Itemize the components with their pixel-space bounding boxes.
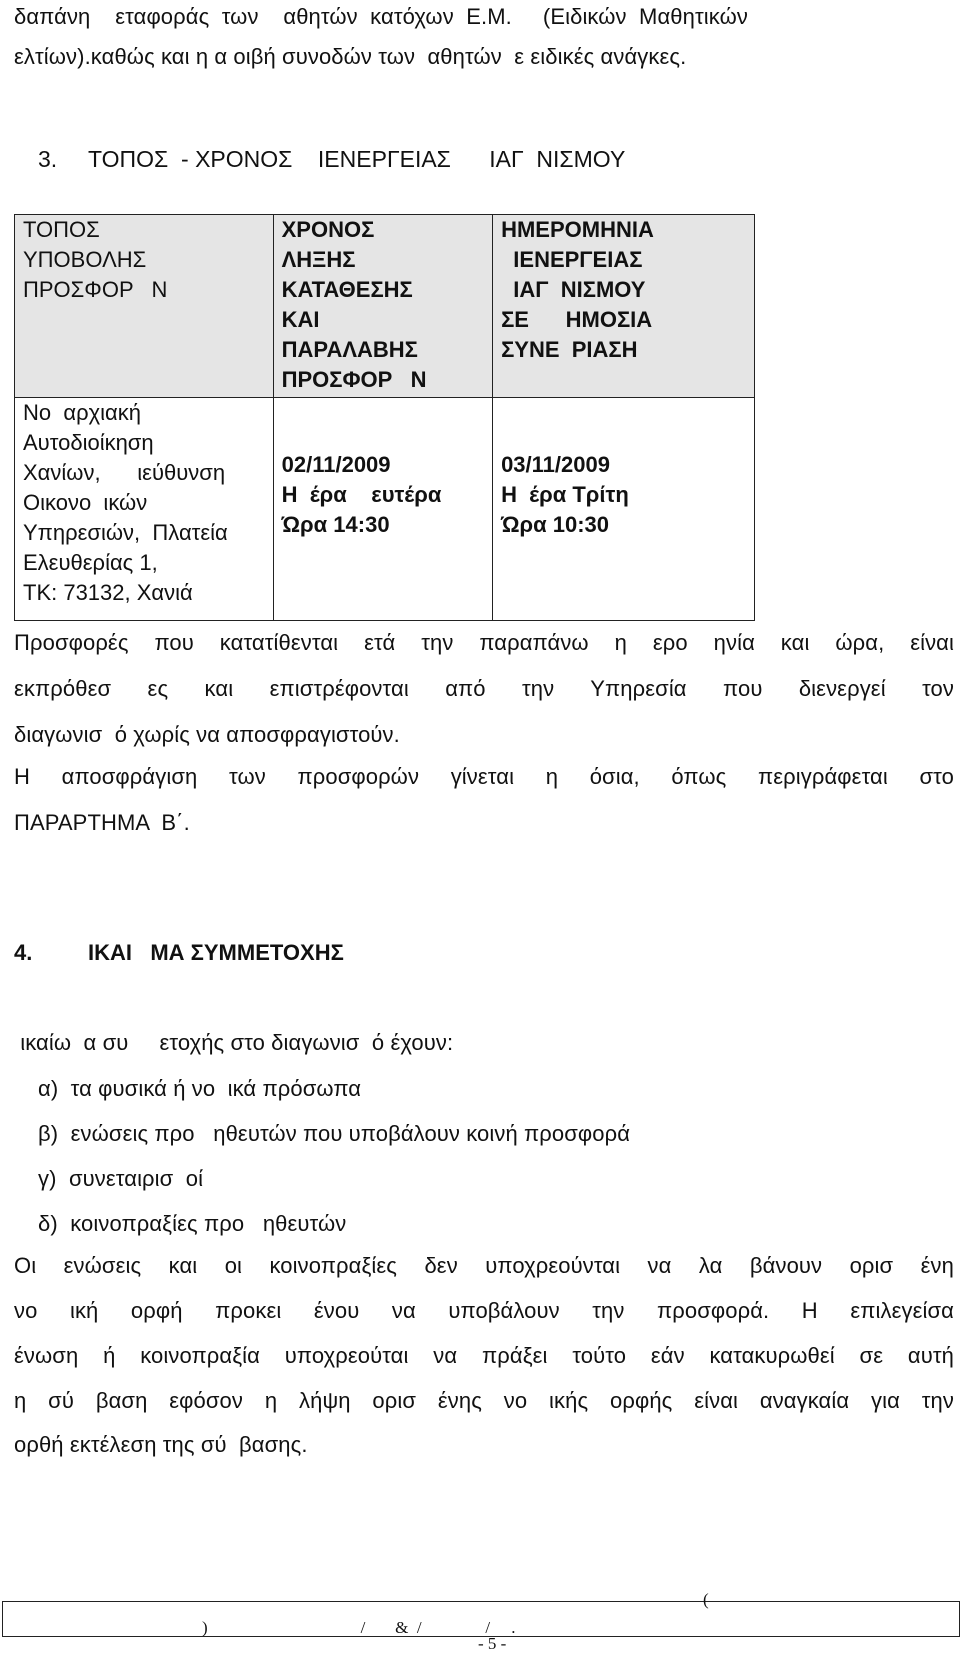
opening-date: 03/11/2009 <box>501 452 610 477</box>
section-3-number: 3. <box>38 146 58 172</box>
header-deadline-line: ΚΑΙ <box>281 307 320 332</box>
header-deadline <box>273 215 492 398</box>
section-4-number: 4. <box>14 940 33 965</box>
schedule-table <box>14 214 755 621</box>
intro-line-1: δαπάνη εταφοράς των αθητών κατόχων Ε.Μ. (Ειδικών Μαθητικών <box>14 4 748 29</box>
list-item: γ) συνεταιρισ οί <box>38 1166 204 1191</box>
paragraph-2-line-2: νο ική ορφή προκει ένου να υποβάλουν την προσφορά. Η επιλεγείσα <box>14 1298 954 1323</box>
section-3-title: ΤΟΠΟΣ - ΧΡΟΝΟΣ ΙΕΝΕΡΓΕΙΑΣ ΙΑΓ ΝΙΣΜΟΥ <box>88 146 626 172</box>
list-item: α) τα φυσικά ή νο ικά πρόσωπα <box>38 1076 362 1101</box>
section-4-title: ΙΚΑΙ ΜΑ ΣΥΜΜΕΤΟΧΗΣ <box>88 940 344 965</box>
place-line: Χανίων, ιεύθυνση <box>23 460 226 485</box>
list-item: δ) κοινοπραξίες προ ηθευτών <box>38 1211 347 1236</box>
paragraph-1-line-3: διαγωνισ ό χωρίς να αποσφραγιστούν. <box>14 722 400 747</box>
header-opening-date <box>493 215 755 398</box>
header-opening-line: ΣΥΝΕ ΡΙΑΣΗ <box>501 337 638 362</box>
intro-line-2: ελτίων).καθώς και η α οιβή συνοδών των αθητών ε ειδικές ανάγκες. <box>14 44 687 69</box>
place-line: Αυτοδιοίκηση <box>23 430 154 455</box>
header-place-line: ΥΠΟΒΟΛΗΣ <box>23 247 147 272</box>
paragraph-1-line-5: ΠΑΡΑΡΤΗΜΑ Β΄. <box>14 810 190 835</box>
opening-time: Ώρα 10:30 <box>501 512 610 537</box>
place-line: Νο αρχιακή <box>23 400 141 425</box>
table-row <box>15 398 755 621</box>
footer-text: ) / & / / . <box>202 1618 516 1637</box>
footer-paren: ( <box>703 1590 709 1609</box>
header-deadline-line: ΚΑΤΑΘΕΣΗΣ <box>281 277 413 302</box>
header-place <box>15 215 274 398</box>
participation-intro: ικαίω α συ ετοχής στο διαγωνισ ό έχουν: <box>14 1030 454 1055</box>
header-place-line: ΠΡΟΣΦΟΡ Ν <box>23 277 168 302</box>
header-place-line: ΤΟΠΟΣ <box>23 217 100 242</box>
paragraph-2-line-1: Οι ενώσεις και οι κοινοπραξίες δεν υποχρεούνται να λα βάνουν ορισ ένη <box>14 1253 954 1278</box>
place-line: Οικονο ικών <box>23 490 148 515</box>
header-deadline-line: ΠΡΟΣΦΟΡ Ν <box>281 367 427 392</box>
deadline-date: 02/11/2009 <box>281 452 391 477</box>
header-deadline-line: ΛΗΞΗΣ <box>281 247 356 272</box>
place-cell <box>15 398 274 621</box>
deadline-cell <box>273 398 492 621</box>
paragraph-2-line-4: η σύ βαση εφόσον η λήψη ορισ ένης νο ικής ορφής είναι αναγκαία για την <box>14 1388 954 1413</box>
header-opening-line: ΙΑΓ ΝΙΣΜΟΥ <box>501 277 646 302</box>
place-line: Υπηρεσιών, Πλατεία <box>23 520 228 545</box>
list-item: β) ενώσεις προ ηθευτών που υποβάλουν κοινή προσφορά <box>38 1121 631 1146</box>
header-deadline-line: ΧΡΟΝΟΣ <box>281 217 375 242</box>
deadline-day: Η έρα ευτέρα <box>281 482 442 507</box>
opening-cell <box>493 398 755 621</box>
header-opening-line: ΙΕΝΕΡΓΕΙΑΣ <box>501 247 643 272</box>
opening-day: Η έρα Τρίτη <box>501 482 629 507</box>
page-number: - 5 - <box>478 1634 507 1653</box>
header-opening-line: ΗΜΕΡΟΜΗΝΙΑ <box>501 217 654 242</box>
header-opening-line: ΣΕ ΗΜΟΣΙΑ <box>501 307 653 332</box>
paragraph-2-line-3: ένωση ή κοινοπραξία υποχρεούται να πράξει τούτο εάν κατακυρωθεί σε αυτή <box>14 1343 954 1368</box>
deadline-time: Ώρα 14:30 <box>281 512 390 537</box>
paragraph-1-line-4: Η αποσφράγιση των προσφορών γίνεται η όσια, όπως περιγράφεται στο <box>14 764 954 789</box>
paragraph-1-line-1: Προσφορές που κατατίθενται ετά την παραπάνω η ερο ηνία και ώρα, είναι <box>14 630 954 655</box>
paragraph-1-line-2: εκπρόθεσ ες και επιστρέφονται από την Υπηρεσία που διενεργεί τον <box>14 676 954 701</box>
table-header-row <box>15 215 755 398</box>
place-line: Ελευθερίας 1, <box>23 550 158 575</box>
place-line: ΤΚ: 73132, Χανιά <box>23 580 193 605</box>
paragraph-2-line-5: ορθή εκτέλεση της σύ βασης. <box>14 1432 308 1457</box>
header-deadline-line: ΠΑΡΑΛΑΒΗΣ <box>281 337 418 362</box>
